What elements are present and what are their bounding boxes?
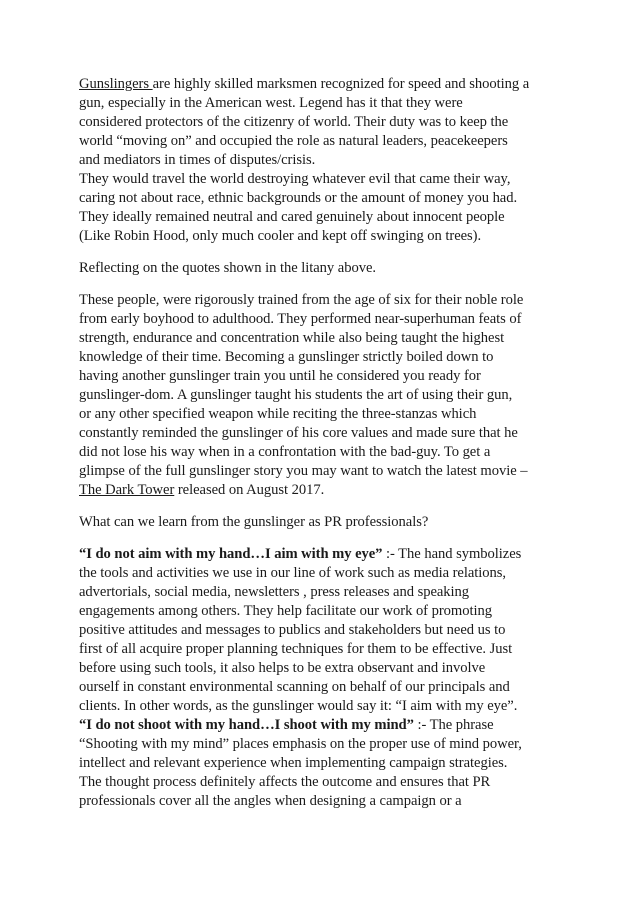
text-line [79,481,579,500]
text-line: considered protectors of the citizenry of world. Their duty was to keep the [79,114,509,130]
text-line: advertorials, social media, newsletters , press releases and speaking [79,584,470,600]
intro-paragraph [79,75,579,246]
text-line: These people, were rigorously trained from the age of six for their noble role [79,292,524,308]
text-line: or any other specified weapon while reciting the three-stanzas which [79,406,477,422]
text-line: They would travel the world destroying whatever evil that came their way, [79,171,511,187]
text-line: positive attitudes and messages to publics and stakeholders but need us to [79,622,506,638]
text-line: “Shooting with my mind” places emphasis on the proper use of mind power, [79,736,522,752]
text-line: gunslinger-dom. A gunslinger taught his students the art of using their gun, [79,387,513,403]
training-paragraph [79,291,579,500]
text-line: first of all acquire proper planning techniques for them to be effective. Just [79,641,513,657]
text-line: clients. In other words, as the gunslinger would say it: “I aim with my eye”. [79,698,518,714]
text-line [79,716,579,735]
text-line: constantly reminded the gunslinger of his core values and made sure that he [79,425,518,441]
text-span: :- The hand symbolizes [382,546,522,562]
text-line: glimpse of the full gunslinger story you may want to watch the latest movie – [79,463,528,479]
text-line: the tools and activities we use in our line of work such as media relations, [79,565,507,581]
text-span: released on August 2017. [174,482,325,498]
text-line: knowledge of their time. Becoming a gunslinger strictly boiled down to [79,349,494,365]
text-line: Reflecting on the quotes shown in the litany above. [79,260,376,276]
text-line: strength, endurance and concentration while also being taught the highest [79,330,505,346]
text-line: and mediators in times of disputes/crisis. [79,152,316,168]
shoot-quote: “I do not shoot with my hand…I shoot with my mind” [79,717,414,733]
text-line: gun, especially in the American west. Legend has it that they were [79,95,463,111]
text-span: are highly skilled marksmen recognized for speed and shooting a [152,76,530,92]
text-line: intellect and relevant experience when implementing campaign strategies. [79,755,508,771]
text-line: engagements among others. They help facilitate our work of promoting [79,603,492,619]
text-line: world “moving on” and occupied the role as natural leaders, peacekeepers [79,133,508,149]
text-line: ourself in constant environmental scanning on behalf of our principals and [79,679,510,695]
text-span: :- The phrase [413,717,494,733]
dark-tower-link[interactable]: The Dark Tower [79,482,175,498]
reflection-paragraph [79,259,579,278]
aim-quote: “I do not aim with my hand…I aim with my eye” [79,546,383,562]
text-line: having another gunslinger train you until he considered you ready for [79,368,481,384]
text-line [79,545,579,564]
text-line: professionals cover all the angles when designing a campaign or a [79,793,462,809]
question-paragraph [79,513,579,532]
document-page [79,75,579,811]
text-line: from early boyhood to adulthood. They performed near-superhuman feats of [79,311,522,327]
lessons-paragraph [79,545,579,811]
gunslingers-link[interactable]: Gunslingers [79,76,153,92]
text-line: before using such tools, it also helps to be extra observant and involve [79,660,486,676]
text-line: (Like Robin Hood, only much cooler and kept off swinging on trees). [79,228,482,244]
text-line: They ideally remained neutral and cared genuinely about innocent people [79,209,505,225]
text-line: did not lose his way when in a confrontation with the bad-guy. To get a [79,444,491,460]
text-line: caring not about race, ethnic backgrounds or the amount of money you had. [79,190,518,206]
text-line [79,75,579,94]
text-line: The thought process definitely affects the outcome and ensures that PR [79,774,491,790]
text-line: What can we learn from the gunslinger as PR professionals? [79,514,429,530]
